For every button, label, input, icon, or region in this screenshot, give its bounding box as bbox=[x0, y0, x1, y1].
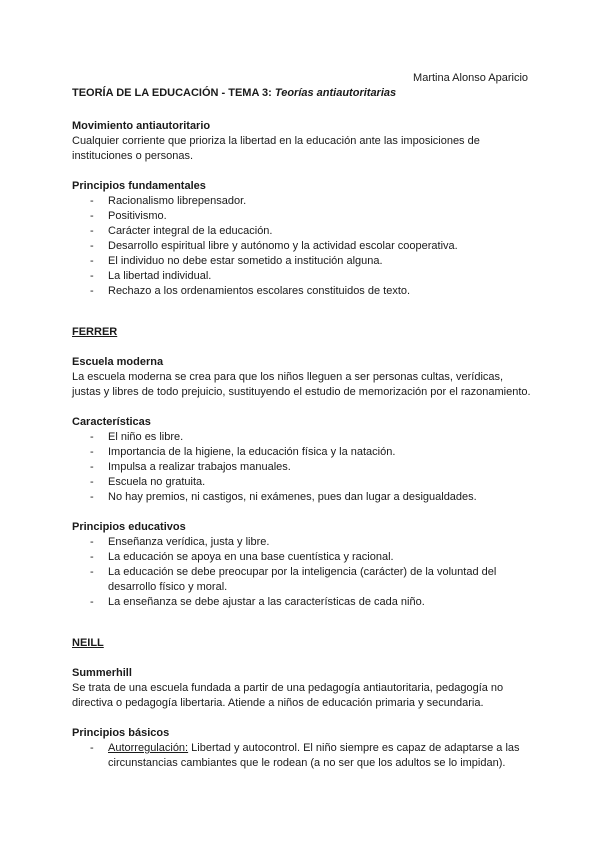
principios-heading: Principios fundamentales bbox=[72, 180, 206, 192]
dash-bullet: - bbox=[90, 596, 94, 608]
neill-heading: NEILL bbox=[72, 637, 104, 649]
document-title bbox=[72, 86, 532, 101]
summerhill bbox=[72, 666, 532, 711]
dash-bullet: - bbox=[90, 210, 94, 222]
autorregulacion-label: Autorregulación: bbox=[108, 742, 189, 754]
dash-bullet: - bbox=[90, 240, 94, 252]
section-ferrer bbox=[72, 325, 532, 610]
dash-bullet: - bbox=[90, 551, 94, 563]
escuela-text: La escuela moderna se crea para que los niños lleguen a ser personas cultas, verídicas, justas y libres de todo prejuicio, sustituyendo el estudio de memorización por el razonamiento. bbox=[72, 371, 531, 398]
title-prefix: TEORÍA DE LA EDUCACIÓN - TEMA 3: bbox=[72, 87, 275, 99]
principios-basicos-heading: Principios básicos bbox=[72, 727, 170, 739]
dash-bullet: - bbox=[90, 491, 94, 503]
list-item: - La libertad individual. bbox=[90, 270, 212, 282]
list-item: - Impulsa a realizar trabajos manuales. bbox=[90, 461, 291, 473]
dash-bullet: - bbox=[90, 536, 94, 548]
summerhill-text: Se trata de una escuela fundada a partir de una pedagogía antiautoritaria, pedagogía no directiva o pedagogía libertaria. Atiende a niños de educación primaria y secundaria. bbox=[72, 682, 504, 709]
list-item: - El individuo no debe estar sometido a institución alguna. bbox=[90, 255, 383, 267]
section-principios bbox=[72, 179, 532, 299]
document-page bbox=[72, 70, 532, 771]
dash-bullet: - bbox=[90, 255, 94, 267]
dash-bullet: - bbox=[90, 476, 94, 488]
dash-bullet: - bbox=[90, 461, 94, 473]
caracteristicas-list bbox=[72, 430, 532, 505]
principios-educativos-heading: Principios educativos bbox=[72, 521, 186, 533]
dash-bullet: - bbox=[90, 285, 94, 297]
principios-educativos-list bbox=[72, 535, 532, 610]
list-item: - Escuela no gratuita. bbox=[90, 476, 206, 488]
section-movimiento bbox=[72, 119, 532, 164]
dash-bullet: - bbox=[90, 566, 94, 578]
list-item: - El niño es libre. bbox=[90, 431, 184, 443]
autorregulacion-text: Libertad y autocontrol. El niño siempre es capaz de adaptarse a las circunstancias cambiantes que le rodean (a no ser que los adultos se lo impidan). bbox=[108, 742, 520, 769]
list-item: - Positivismo. bbox=[90, 210, 167, 222]
list-item: - Enseñanza verídica, justa y libre. bbox=[90, 536, 270, 548]
movimiento-heading: Movimiento antiautoritario bbox=[72, 120, 211, 132]
title-italic: Teorías antiautoritarias bbox=[274, 87, 397, 99]
section-neill bbox=[72, 636, 532, 771]
list-item: - Carácter integral de la educación. bbox=[90, 225, 273, 237]
principios-basicos bbox=[72, 726, 532, 771]
escuela-moderna bbox=[72, 355, 532, 400]
dash-bullet: - bbox=[90, 446, 94, 458]
principios-educativos bbox=[72, 520, 532, 610]
list-item: - La enseñanza se debe ajustar a las características de cada niño. bbox=[90, 596, 425, 608]
list-item: - Racionalismo librepensador. bbox=[90, 195, 247, 207]
dash-bullet: - bbox=[90, 225, 94, 237]
dash-bullet: - bbox=[90, 195, 94, 207]
dash-bullet: - bbox=[90, 431, 94, 443]
list-item: - La educación se apoya en una base cuentística y racional. bbox=[90, 551, 394, 563]
escuela-heading: Escuela moderna bbox=[72, 356, 164, 368]
caracteristicas bbox=[72, 415, 532, 505]
author-name: Martina Alonso Aparicio bbox=[413, 72, 528, 84]
ferrer-heading: FERRER bbox=[72, 326, 118, 338]
principios-list bbox=[72, 194, 532, 299]
list-item: - Importancia de la higiene, la educación física y la natación. bbox=[90, 446, 396, 458]
list-item: - No hay premios, ni castigos, ni exámenes, pues dan lugar a desigualdades. bbox=[90, 491, 477, 503]
list-item: - La educación se debe preocupar por la inteligencia (carácter) de la voluntad del desarrollo físico y moral. bbox=[90, 566, 497, 593]
list-item: - Rechazo a los ordenamientos escolares constituidos de texto. bbox=[90, 285, 411, 297]
list-item bbox=[72, 741, 532, 771]
caracteristicas-heading: Características bbox=[72, 416, 151, 428]
movimiento-text: Cualquier corriente que prioriza la libertad en la educación ante las imposiciones de instituciones o personas. bbox=[72, 135, 480, 162]
list-item: - Desarrollo espiritual libre y autónomo y la actividad escolar cooperativa. bbox=[90, 240, 458, 252]
dash-bullet: - bbox=[90, 270, 94, 282]
principios-basicos-list bbox=[72, 741, 532, 771]
dash-bullet: - bbox=[90, 742, 94, 754]
summerhill-heading: Summerhill bbox=[72, 667, 132, 679]
